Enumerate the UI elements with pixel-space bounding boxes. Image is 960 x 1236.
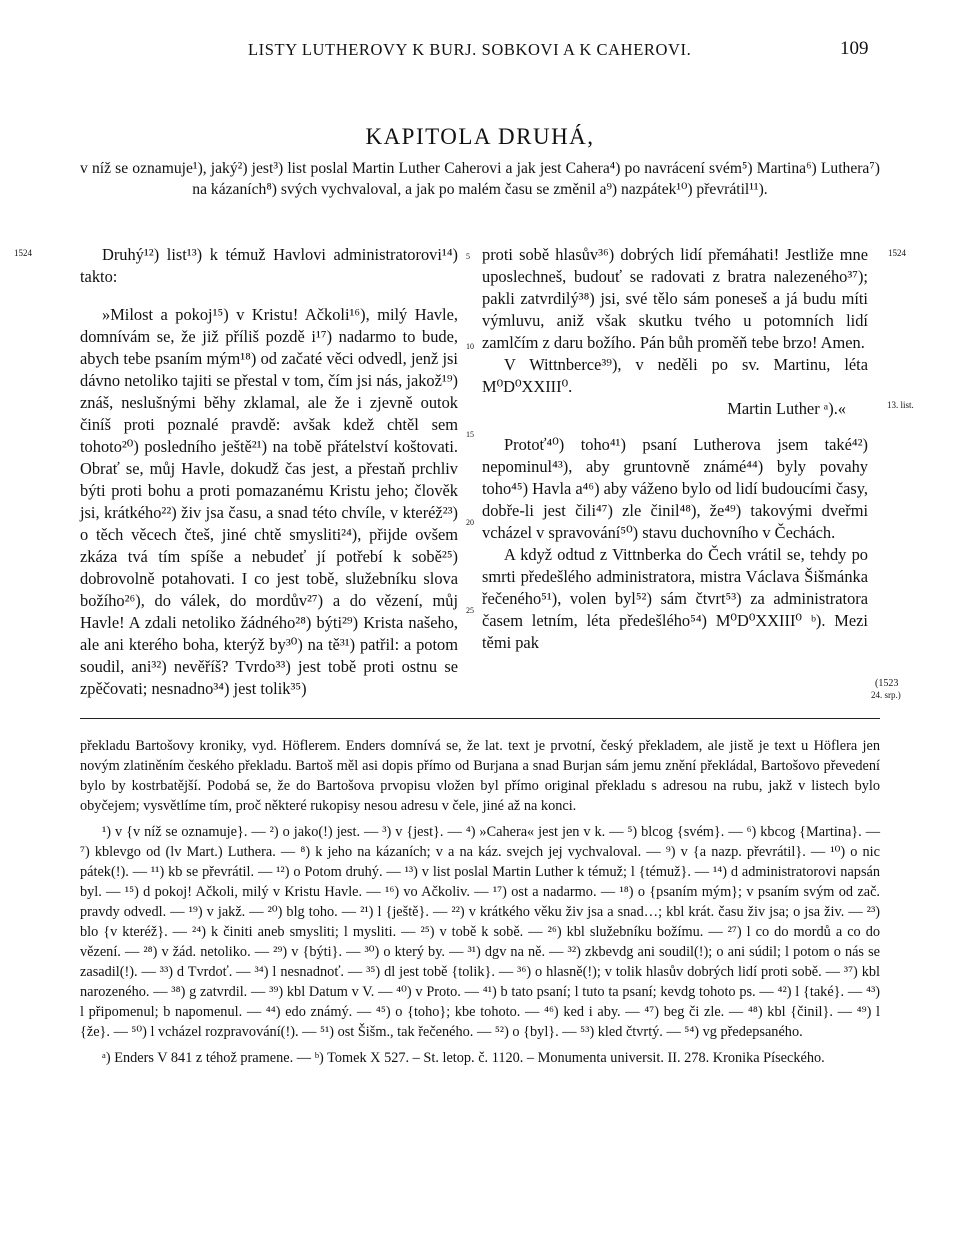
margin-year-left: 1524 — [14, 248, 32, 258]
page-number: 109 — [840, 38, 869, 59]
right-column — [482, 244, 868, 654]
footnote-variants: ¹) v {v níž se oznamuje}. — ²) o jako(!) jest. — ³) v {jest}. — ⁴) »Cahera« jest jen v k. — ⁵) blcog {svém}. — ⁶) kbcog {Martina}. — ⁷) kblevgo od (lv Mart.) Luthera. — ⁸) k jeho na kázaních; v a na káz. svejch jej vychvaloval. — ⁹) v {a nazp. převrátil}. — ¹⁰) o nic pátek(!). — ¹¹) kb se převrátil. — ¹²) o Potom druhý. — ¹³) v list poslal Martin Luther k témuž; l {témuž}. — ¹⁴) d administratorovi napsán byl. — ¹⁵) d pokoj! Ačkoli, milý v Kristu Havle. — ¹⁶) vo Ačkoliv. — ¹⁷) ost a nadarmo. — ¹⁸) o {psaním mým}; v psaním svým od zač. pravdy odvedl. — ¹⁹) v jakž. — ²⁰) blg toho. — ²¹) l {ještě}. — ²²) v krátkého věku živ jsa a snad…; kbl krát. času živ jsa; o jsa živ. — ²³) blo {v kteréž}. — ²⁴) k činiti aneb smysliti; l mysliti. — ²⁵) v tobě k sobě. — ²⁶) kbl služebníku božímu. — ²⁷) l co do mordů a co do vězení. — ²⁸) v žád. netoliko. — ²⁹) v {býti}. — ³⁰) o který by. — ³¹) dgv na ně. — ³²) zkbevdg ani soudil(!); o ani súdil; l potom o nás se zasadil(!). — ³³) d Tvrdoť. — ³⁴) l nesnadnoť. — ³⁵) dl jest tobě {tolik}. — ³⁶) o hlasně(!); v tolik hlasův dobrých lidí proti sobě. — ³⁷) kbl narozeného. — ³⁸) g zatvrdil. — ³⁹) kbl Datum v V. — ⁴⁰) v Proto. — ⁴¹) b tato psaní; l tuto ta psaní; kevdg tohoto ps. — ⁴²) l {také}. — ⁴³) l připomenul; b napomenul. — ⁴⁴) edo známý. — ⁴⁵) o {toho}; kbe tohoto. — ⁴⁶) ked i aby. — ⁴⁷) beg či zle. — ⁴⁸) kbl {činil}. — ⁴⁹) l {že}. — ⁵⁰) l vcházel rozpravování(!). — ⁵¹) ost Šišm., tak řečeného. — ⁵²) o {byl}. — ⁵³) kled čtvrtý. — ⁵⁴) vg předepsaného. — [80, 824, 880, 1040]
spacer — [482, 420, 868, 434]
narrative-paragraph: Protoť⁴⁰) toho⁴¹) psaní Lutherova jsem také⁴²) nepominul⁴³), aby gruntovně známé⁴⁴) byly povahy toho⁴⁵) Havla a⁴⁶) aby váženo bylo od lidí budoucími časy, dobře-li jest čili⁴⁷) zle činil⁴⁸), že⁴⁹) takovými dveřmi vcházel v spravování⁵⁰) stavu duchovního v Čechách. — [482, 435, 868, 542]
margin-date-list: 13. list. — [887, 400, 914, 410]
narrative-paragraph-2: A když odtud z Vittnberka do Čech vrátil se, tehdy po smrti předešlého administratora, mistra Václava Šišmánka řečeného⁵¹), volen byl⁵²) sám čtvrt⁵³) za administratora časem letním, léta předešlého⁵⁴) M⁰D⁰XXIII⁰ ᵇ). Mezi těmi pak — [482, 545, 868, 652]
margin-date-aug: 24. srp.) — [871, 690, 901, 700]
margin-date-1523: (1523 — [875, 678, 899, 689]
letter-dateline: V Wittnberce³⁹), v neděli po sv. Martinu, léta M⁰D⁰XXIII⁰. — [482, 355, 868, 396]
line-number-5: 5 — [466, 252, 470, 261]
line-number-15: 15 — [466, 430, 474, 439]
letter-body-continued: proti sobě hlasův³⁶) dobrých lidí přemáhati! Jestliže mne uposlechneš, budouť se radovati z bratra nalezeného³⁷); pakli zatvrdilý³⁸) jsi, své tělo sám poneseš a já budu míti výmluvu, aniž však skutku tvého u potomních lidí zamlčím z daru božího. Pán bůh proměň tebe brzo! Amen. — [482, 245, 868, 352]
margin-year-right: 1524 — [888, 248, 906, 258]
letter-body: »Milost a pokoj¹⁵) v Kristu! Ačkoli¹⁶), milý Havle, domnívám se, že již příliš pozdě i¹⁷) nadarmo to bude, abych tebe psaním mým¹⁸) od začaté věci odvedl, jenž jsi dávno netoliko tajiti se přestal v tom, čím jsi nás, jakož¹⁹) znáš, neslušnými běhy zklamal, ale že i zjevně outok činíš proti poznalé pravdě: avšak kdež chtěl sem tohoto²⁰) posledního ještě²¹) na tobě přátelství koštovati. Obrať se, můj Havle, dokudž čas jest, a přestaň prchliv býti proti bohu a proti pomazanému Kristu jeho; člověk jsi, krátkého²²) živ jsa času, a snad této chvíle, v kteréž²³) o těch věcech čteš, jiné chtě smysliti²⁴), přijde ovšem zkáza tvá tím spíše a nebudeť jí potřebí k sobě²⁵) dobrovolně potahovati. I co jest tobě, služebníku slova božího²⁶), do válek, do mordův²⁷) a do vězení, můj Havle! A zdali netoliko žádného²⁸) býti²⁹) Krista našeho, ale ani kterého boha, kterýž by³⁰) na tě³¹) patřil: a potom soudil, ani³²) nevěříš? Tvrdo³³) jest tobě proti ostnu se zpěčovati; nesnadno³⁴) jest tolik³⁵) — [80, 305, 458, 698]
line-number-10: 10 — [466, 342, 474, 351]
chapter-summary: v níž se oznamuje¹), jaký²) jest³) list poslal Martin Luther Caherovi a jak jest Cahera⁴) po navrácení svém⁵) Martina⁶) Luthera⁷) na kázaních⁸) svých vychvaloval, a jak po malém času se změnil a⁹) nazpátek¹⁰) převrátil¹¹). — [80, 160, 880, 198]
left-column — [80, 244, 458, 700]
running-header: LISTY LUTHEROVY K BURJ. SOBKOVI A K CAHEROVI. — [248, 40, 692, 59]
footnote-sources: ᵃ) Enders V 841 z téhož pramene. — ᵇ) Tomek X 527. – St. letop. č. 1120. – Monumenta universit. II. 278. Kronika Píseckého. — [102, 1050, 825, 1066]
line-number-25: 25 — [466, 606, 474, 615]
letter-heading: Druhý¹²) list¹³) k témuž Havlovi administratorovi¹⁴) takto: — [80, 245, 458, 286]
line-number-20: 20 — [466, 518, 474, 527]
letter-signature: Martin Luther ᵃ).« — [727, 399, 846, 418]
footnotes — [80, 736, 880, 1068]
footnote-divider — [80, 718, 880, 719]
chapter-title: KAPITOLA DRUHÁ, — [365, 124, 595, 149]
spacer — [80, 288, 458, 304]
footnote-continuation: překladu Bartošovy kroniky, vyd. Höflerem. Enders domnívá se, že lat. text je prvotní, český překladem, ale jistě je text u Höflera jen novým zlatiněním českého překladu. Bartoš měl asi dopis přímo od Burjana a snad Burjan sám jemu znění překládal, Bartošovo převedení bylo by kostrbatější. Podobá se, že do Bartošova prvopisu vložen byl přímo original překladu s adresou na rubu, jakž v listech bylo obyčejem; vysvětlíme tím, proč některé rukopisy nesou adresu v čele, jiné až na konci. — [80, 738, 880, 814]
